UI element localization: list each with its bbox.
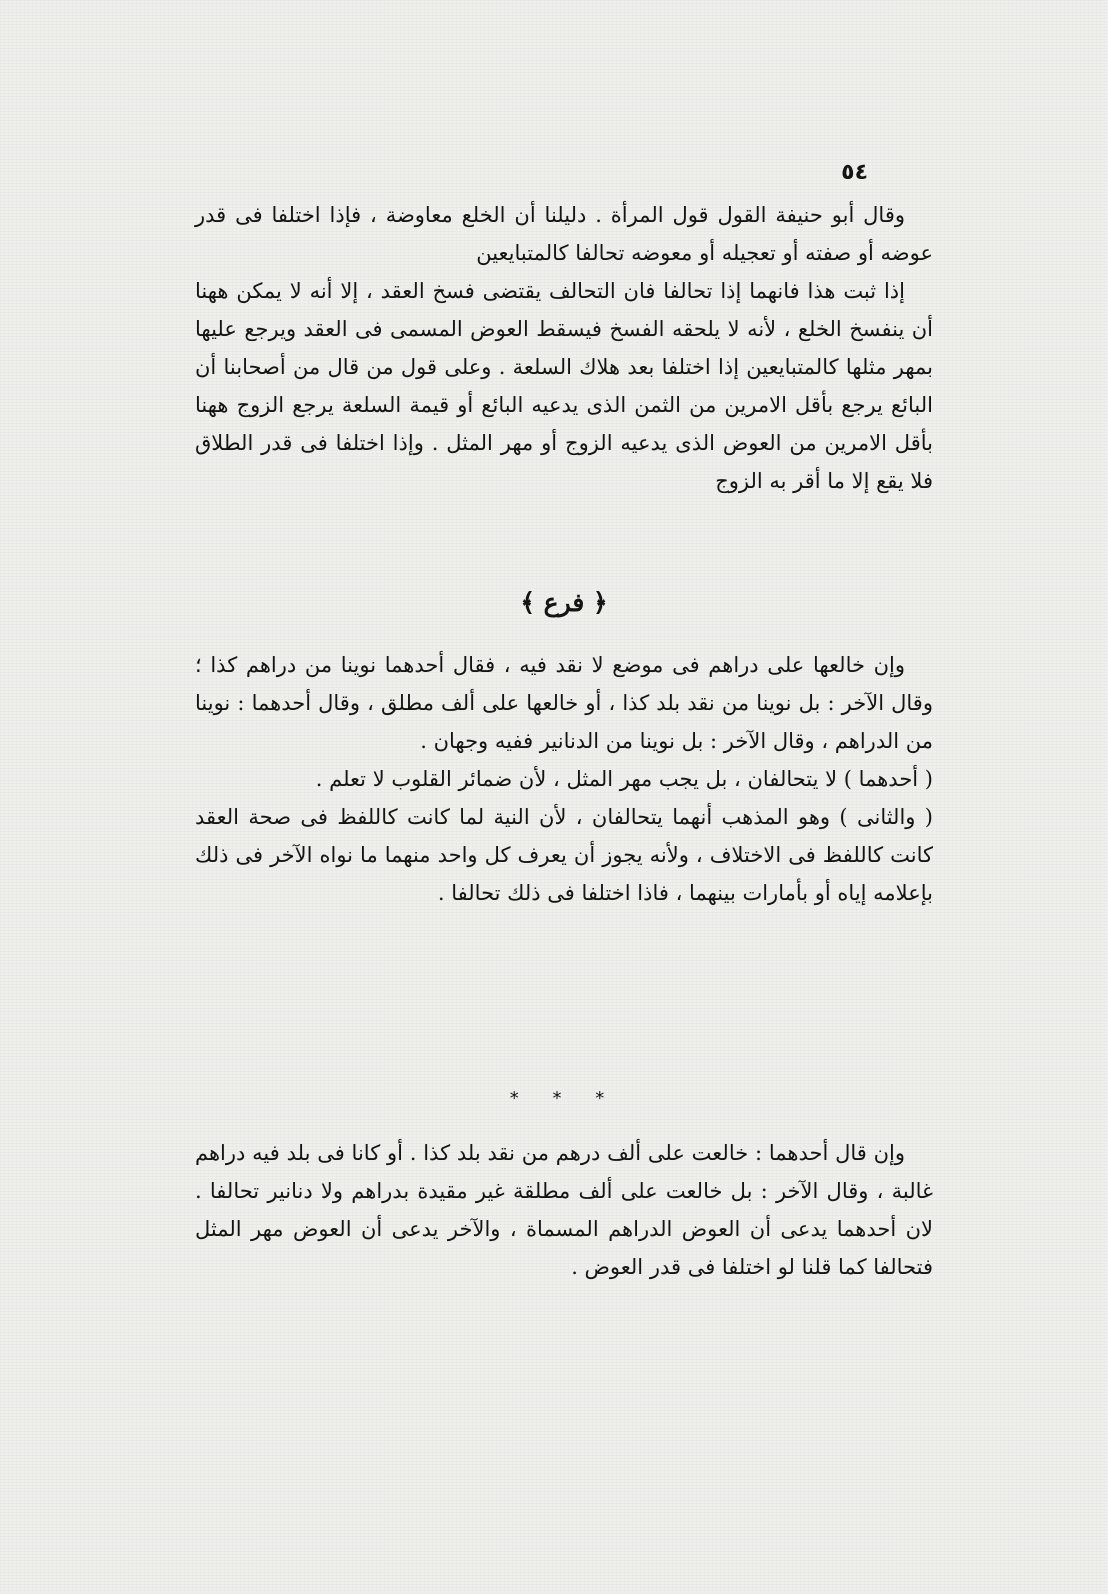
top-text-block (195, 196, 933, 500)
paragraph-niyya-dispute: وإن خالعها على دراهم فى موضع لا نقد فيه ، فقال أحدهما نوينا من دراهم كذا ؛ وقال الآخر : بل نوينا من نقد بلد كذا ، أو خالعها على ألف مطلق ، وقال أحدهما : نوينا من الدراهم ، وقال الآخر : بل نوينا من الدنانير ففيه وجهان . (195, 653, 933, 753)
paragraph-tahaluf-effect: إذا ثبت هذا فانهما إذا تحالفا فان التحالف يقتضى فسخ العقد ، إلا أنه لا يمكن ههنا أن ينفسخ الخلع ، لأنه لا يلحقه الفسخ فيسقط العوض المسمى فى العقد ويرجع عليها بمهر مثلها كالمتبايعين إذا اختلفا بعد هلاك السلعة . وعلى قول من قال من أصحابنا أن البائع يرجع بأقل الامرين من الثمن الذى يدعيه البائع أو قيمة السلعة يرجع الزوج ههنا بأقل الامرين من العوض الذى يدعيه الزوج أو مهر المثل . وإذا اختلفا فى قدر الطلاق فلا يقع إلا ما أقر به الزوج (195, 279, 933, 493)
bottom-text-block (195, 1134, 933, 1286)
paragraph-alf-dispute: وإن قال أحدهما : خالعت على ألف درهم من نقد بلد كذا . أو كانا فى بلد فيه دراهم غالبة ، وقال الآخر : بل خالعت على ألف مطلقة غير مقيدة بدراهم ولا دنانير تحالفا . لان أحدهما يدعى أن العوض الدراهم المسماة ، والآخر يدعى أن العوض مهر المثل فتحالفا كما قلنا لو اختلفا فى قدر العوض . (195, 1141, 933, 1279)
paragraph-second-view: ( والثانى ) وهو المذهب أنهما يتحالفان ، لأن النية لما كانت كاللفظ فى صحة العقد كانت كاللفظ فى الاختلاف ، ولأنه يجوز أن يعرف كل واحد منهما ما نواه الآخر فى ذلك بإعلامه إياه أو بأمارات بينهما ، فاذا اختلفا فى ذلك تحالفا . (195, 805, 933, 905)
page-number: ٥٤ (841, 160, 868, 185)
section-heading-far: ﴿ فرع ﴾ (520, 588, 608, 617)
paragraph-khula-disagreement: وقال أبو حنيفة القول قول المرأة . دليلنا أن الخلع معاوضة ، فإذا اختلفا فى قدر عوضه أو صفته أو تعجيله أو معوضه تحالفا كالمتبايعين (195, 203, 933, 265)
section-separator: * * * (509, 1088, 619, 1109)
paragraph-first-view: ( أحدهما ) لا يتحالفان ، بل يجب مهر المثل ، لأن ضمائر القلوب لا تعلم . (315, 767, 933, 791)
middle-text-block (195, 646, 933, 912)
